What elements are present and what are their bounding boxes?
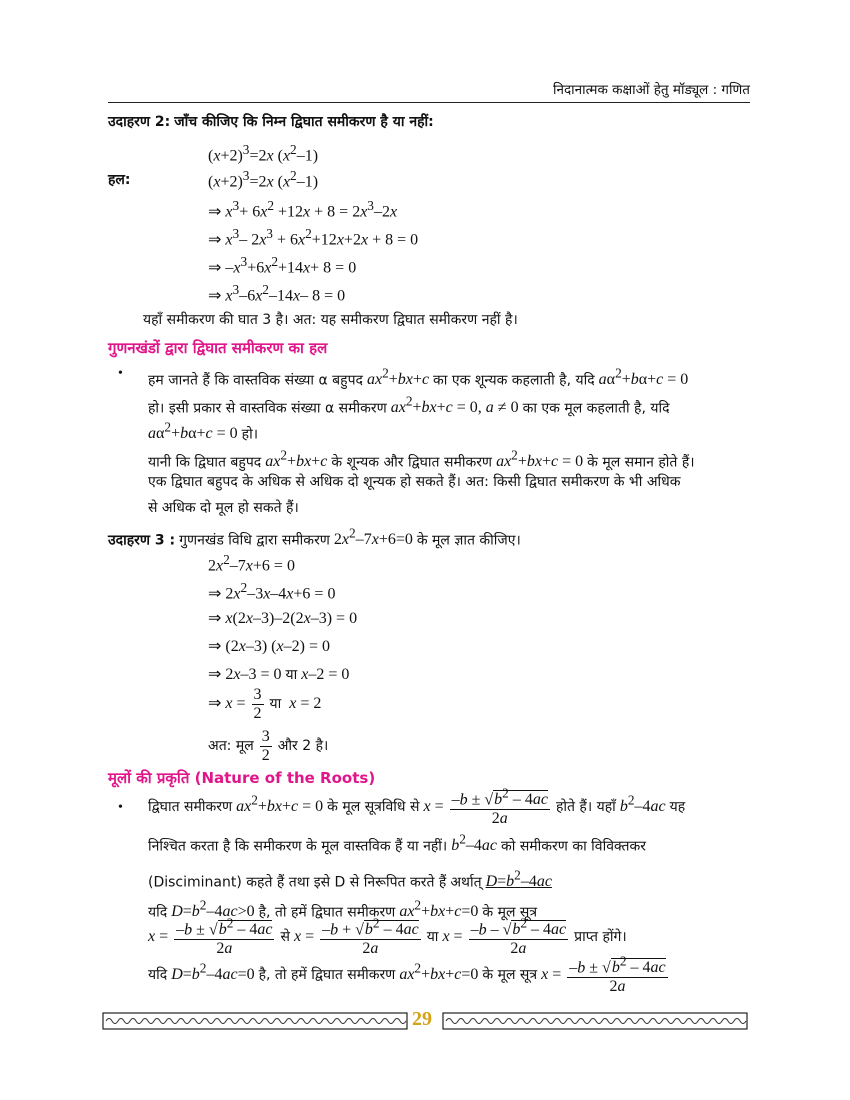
paragraph-line: द्विघात समीकरण $ax^2+bx+c = 0$ के मूल सूत्रविधि से x = $\frac{-b \pm √b^2 - 4ac}{2a}$ होते हैं। यहाँ $b^2-4ac$ यह (148, 786, 686, 828)
page-number: 29 (412, 1008, 432, 1030)
example2-text: जाँच कीजिए कि निम्न द्विघात समीकरण है या नहीं: (174, 114, 434, 130)
equation-line: ⇒ $x^3-6x^2-14x-$ 8 = 0 (208, 282, 346, 305)
solution-label: हल: (108, 172, 131, 188)
page-header: निदानात्मक कक्षाओं हेतु मॉड्यूल : गणित (552, 82, 750, 98)
bullet: • (118, 366, 123, 381)
equation-line: ⇒ $x^3-$ $2x^3 + 6x^2+12x+2x + 8 = 0$ (208, 226, 419, 249)
paragraph-line: x = $\frac{-b \pm √b^2 - 4ac}{2a}$ से x = $\frac{-b + √b^2 - 4ac}{2a}$ या x = $\frac{-b - √b^2 - 4ac}{2a}$ प्राप्त होंगे। (148, 916, 627, 958)
equation-line: $(x+2)^3=2x$ $(x^2-1)$ (208, 168, 319, 191)
equation-line: ⇒ $-x^3+6x^2+14x+ 8 = 0$ (208, 254, 357, 277)
equation-line: ⇒ (2x–3) (x–2) = 0 (208, 638, 330, 655)
paragraph-line: (Disciminant) कहते हैं तथा इसे D से निरूपित करते हैं अर्थात् $D=b^2-4ac$ (148, 868, 552, 891)
footer-border-left (102, 1012, 408, 1030)
bullet: • (118, 800, 123, 815)
example3-label: उदाहरण 3 : (108, 532, 176, 549)
paragraph-line: हो। इसी प्रकार से वास्तविक संख्या α समीकरण $ax^2+bx+c = 0$, a ≠ 0 का एक मूल कहलाती है, यदि (148, 394, 670, 417)
equation-line: ⇒ $2x^2-3x-4x+6 = 0$ (208, 580, 336, 603)
equation-line: $2x^2-7x+6 = 0$ (208, 552, 295, 575)
paragraph-line: हम जानते हैं कि वास्तविक संख्या α बहुपद $ax^2+bx+c$ का एक शून्यक कहलाती है, यदि $a\alpha^2+b\alpha+c = 0$ (148, 366, 689, 389)
equation-line: ⇒ x = $\frac{3}{2}$ या x = 2 (208, 686, 322, 722)
example2-label: उदाहरण 2: (108, 114, 171, 130)
paragraph-line: यदि $D=b^2-4ac>0$ है, तो हमें द्विघात समीकरण $ax^2+bx+c=0$ के मूल सूत्र (148, 898, 538, 921)
paragraph-line: यानी कि द्विघात बहुपद $ax^2+bx+c$ के शून्यक और द्विघात समीकरण $ax^2+bx+c = 0$ के मूल समान होते हैं। (148, 448, 695, 471)
header-rule (108, 102, 750, 103)
example2-conclusion: यहाँ समीकरण की घात 3 है। अत: यह समीकरण द्विघात समीकरण नहीं है। (143, 312, 518, 328)
paragraph-line: निश्चित करता है कि समीकरण के मूल वास्तविक हैं या नहीं। $b^2-4ac$ को समीकरण का विविक्तकर (148, 832, 646, 855)
equation-line: ⇒ x(2x–3)–2(2x–3) = 0 (208, 610, 358, 627)
paragraph-line: यदि $D=b^2-4ac=0$ है, तो हमें द्विघात समीकरण $ax^2+bx+c=0$ के मूल सूत्र x = $\frac{-b \pm √b^2 - 4ac}{2a}$ (148, 954, 666, 996)
example3-heading: उदाहरण 3 : गुणनखंड विधि द्वारा समीकरण $2x^2-7x+6=0$ के मूल ज्ञात कीजिए। (108, 526, 521, 549)
section-heading: मूलों की प्रकृति (Nature of the Roots) (108, 769, 376, 787)
paragraph-line: से अधिक दो मूल हो सकते हैं। (148, 500, 299, 516)
footer-border-right (442, 1012, 748, 1030)
paragraph-line: $a\alpha^2+b\alpha+c = 0$ हो। (148, 420, 259, 443)
equation-line: ⇒ $x^3+ 6x^2 +12x + 8 = 2x^3-2x$ (208, 198, 398, 221)
equation-line: ⇒ 2x–3 = 0 या x–2 = 0 (208, 666, 350, 683)
paragraph-line: एक द्विघात बहुपद के अधिक से अधिक दो शून्यक हो सकते हैं। अत: किसी द्विघात समीकरण के भी अधिक (148, 474, 681, 490)
example3-conclusion: अत: मूल $\frac{3}{2}$ और 2 है। (208, 728, 329, 764)
equation-line: $(x+2)^3=2x$ $(x^2-1)$ (208, 142, 319, 165)
example2-heading (108, 112, 434, 131)
section-heading: गुणनखंडों द्वारा द्विघात समीकरण का हल (108, 339, 328, 357)
